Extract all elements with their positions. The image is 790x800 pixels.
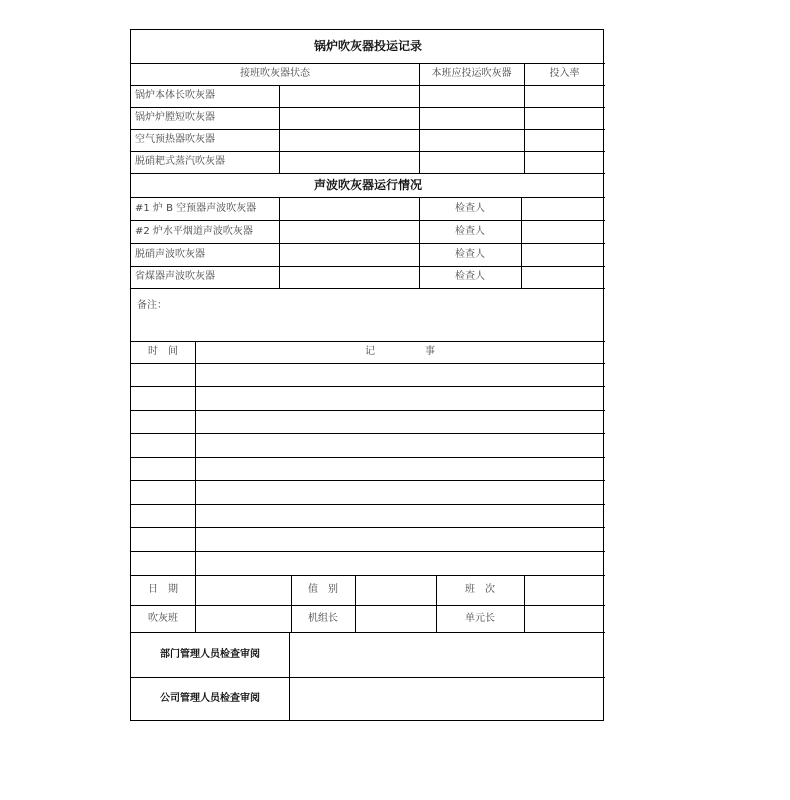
soot-row-2: 锅炉炉膛短吹灰器 <box>135 112 215 123</box>
form-title: 锅炉吹灰器投运记录 <box>313 39 422 53</box>
unit-head-label: 单元长 <box>465 613 495 624</box>
log-record-header: 记 事 <box>365 346 435 357</box>
inspector-label-4: 检查人 <box>455 271 485 282</box>
dept-review-label: 部门管理人员检查审阅 <box>160 649 260 660</box>
log-time-header: 时 间 <box>148 346 178 357</box>
shift-label: 班 次 <box>465 584 495 595</box>
remarks-label: 备注： <box>137 300 167 311</box>
inspector-label-3: 检查人 <box>455 249 485 260</box>
sonic-row-3: 脱硝声波吹灰器 <box>135 249 205 260</box>
header-planned: 本班应投运吹灰器 <box>431 68 512 79</box>
sonic-row-2: #2 炉水平烟道声波吹灰器 <box>135 226 253 237</box>
sonic-section-title: 声波吹灰器运行情况 <box>313 178 422 192</box>
duty-label: 值 别 <box>308 584 338 595</box>
date-label: 日 期 <box>148 584 178 595</box>
header-shift-status: 接班吹灰器状态 <box>240 68 310 79</box>
soot-row-3: 空气预热器吹灰器 <box>135 134 215 145</box>
inspector-label-1: 检查人 <box>455 203 485 214</box>
company-review-label: 公司管理人员检查审阅 <box>160 693 260 704</box>
soot-row-1: 锅炉本体长吹灰器 <box>135 90 215 101</box>
unit-leader-label: 机组长 <box>308 613 338 624</box>
sonic-row-1: #1 炉 B 空预器声波吹灰器 <box>135 203 257 214</box>
blower-shift-label: 吹灰班 <box>148 613 178 624</box>
soot-row-4: 脱硝耙式蒸汽吹灰器 <box>135 156 225 167</box>
sonic-row-4: 省煤器声波吹灰器 <box>135 271 215 282</box>
soot-blower-record-form <box>130 29 604 721</box>
inspector-label-2: 检查人 <box>455 226 485 237</box>
header-rate: 投入率 <box>549 68 580 79</box>
